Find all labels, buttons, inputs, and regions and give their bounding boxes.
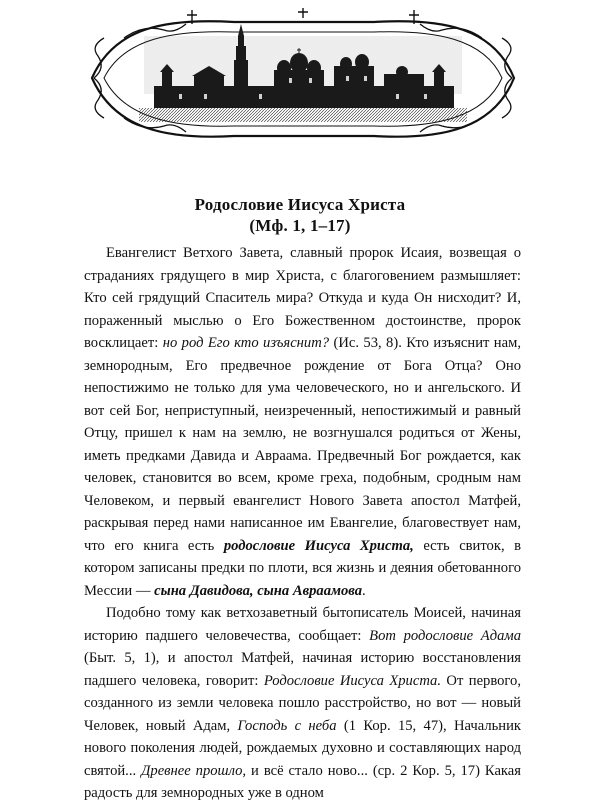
text-run-italic: Древнее прошло,: [141, 762, 247, 779]
text-run-bold-italic: родословие Иисуса Христа,: [223, 537, 414, 554]
text-run: и всё стало ново... (ср. 2 Кор. 5, 17) Какая радость для земнородных уже в одном: [84, 762, 521, 801]
text-run: .: [362, 582, 366, 599]
text-run: Подобно тому как ветхозаветный бытописатель Моисей, начиная историю падшего человечества, сообщает:: [84, 605, 521, 644]
text-run: От первого, созданного из земли человека пошло расстройство, но вот — новый Человек, новый Адам,: [84, 672, 521, 734]
text-run: Евангелист Ветхого Завета, славный пророк Исаия, возвещая о страданиях грядущего в мир Христа, с благоговением размышляет: Кто сей грядущий Спаситель мира? Откуда и куда Он нисходит? И, пораженный мыслью о Его Божественном достоинстве, пророк восклицает:: [84, 245, 521, 351]
scripture-reference: (Мф. 1, 1–17): [249, 216, 351, 235]
text-run-italic: Родословие Иисуса Христа.: [263, 672, 441, 689]
text-run-italic: Господь с неба: [237, 717, 337, 734]
paragraph-2: [84, 602, 521, 805]
chapter-title: Родословие Иисуса Христа: [194, 195, 406, 214]
text-run: (Ис. 53, 8). Кто изъяснит нам, земнородным, Его предвечное рождение от Бога Отца? Оно непостижимо не только для ума человеческого, но и ангельского. И вот сей Бог, неприступный, неизреченный, непостижимый и равный Отцу, пришел к нам на землю, не возгнушался родиться от Жены, иметь предками Давида и Авраама. Предвечный Бог рождается, как человек, становится во всем, кроме греха, подобным, сродным нам Человеком, и первый евангелист Нового Завета апостол Матфей, раскрывая перед нами написанное им Евангелие, благовествует нам, что его книга есть: [84, 335, 521, 554]
text-run: есть свиток, в котором записаны предки по плоти, вся жизнь и деяния обетованного Мессии —: [84, 537, 521, 599]
text-run-italic: но род Его кто изъяснит?: [162, 335, 330, 351]
monastery-vignette-image: [84, 8, 522, 150]
paragraph-1: [84, 242, 521, 602]
text-run: (1 Кор. 15, 47), Начальник нового поколения людей, рождаемых духовно и составляющих народ святой...: [84, 717, 521, 779]
text-run-italic: Вот родословие Адама: [369, 627, 522, 644]
text-run: (Быт. 5, 1), и апостол Матфей, начиная историю восстановления падшего человека, говорит:: [84, 650, 521, 689]
body-text: [84, 242, 521, 805]
text-run-bold-italic: сына Давидова, сына Авраамова: [154, 582, 363, 599]
